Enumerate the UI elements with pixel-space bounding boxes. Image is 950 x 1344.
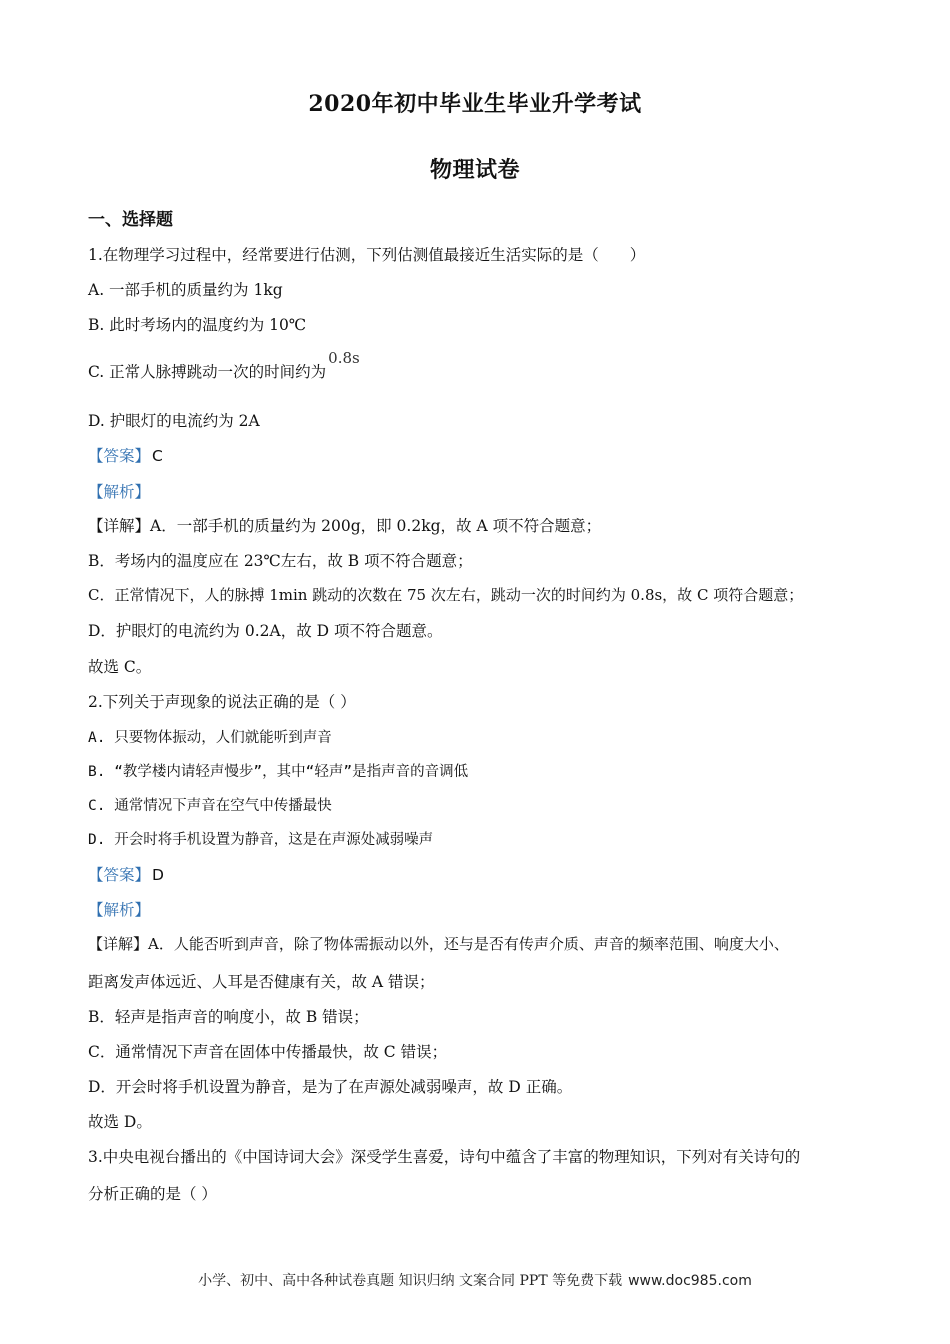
q1-detail-1: 【详解】A．一部手机的质量约为 200g，即 0.2kg，故 A 项不符合题意； <box>88 517 602 535</box>
q2-detail-4: D．开会时将手机设置为静音，是为了在声源处减弱噪声，故 D 正确。 <box>88 1078 573 1096</box>
q2-option-c: C. 通常情况下声音在空气中传播最快 <box>88 798 332 814</box>
exam-subtitle: 物理试卷 <box>429 157 520 183</box>
q1-detail-4: D．护眼灯的电流约为 0.2A，故 D 项不符合题意。 <box>88 622 443 640</box>
q2-option-d: D. 开会时将手机设置为静音，这是在声源处减弱噪声 <box>88 832 434 848</box>
q3-stem-line-2: 分析正确的是（ ） <box>88 1185 217 1203</box>
q1-option-c-text: C. 正常人脉搏跳动一次的时间约为 <box>88 363 327 381</box>
q1-answer <box>88 444 163 466</box>
q1-answer-value: C <box>152 447 163 465</box>
section-title: 一、选择题 <box>88 210 173 230</box>
q2-detail-1b: 距离发声体远近、人耳是否健康有关，故 A 错误； <box>88 973 435 991</box>
q1-option-c <box>88 349 360 382</box>
q2-answer-label: 【答案】 <box>88 866 151 884</box>
q2-detail-2: B．轻声是指声音的响度小，故 B 错误； <box>88 1008 369 1026</box>
q1-detail-2: B．考场内的温度应在 23℃左右，故 B 项不符合题意； <box>88 552 473 570</box>
q1-analysis-label: 【解析】 <box>88 483 151 501</box>
q2-option-a: A. 只要物体振动，人们就能听到声音 <box>88 730 332 746</box>
q1-option-a: A. 一部手机的质量约为 1kg <box>88 281 283 299</box>
footer-text: 小学、初中、高中各种试卷真题 知识归纳 文案合同 PPT 等免费下载 <box>198 1273 623 1289</box>
q1-option-b: B. 此时考场内的温度约为 10℃ <box>88 316 307 334</box>
q2-answer-value: D <box>152 866 164 884</box>
q2-answer <box>88 863 164 885</box>
q3-stem-line-1: 3.中央电视台播出的《中国诗词大会》深受学生喜爱，诗句中蕴含了丰富的物理知识，下列对有关诗句的 <box>88 1148 801 1166</box>
q1-detail-3: C．正常情况下，人的脉搏 1min 跳动的次数在 75 次左右，跳动一次的时间约为 0.8s，故 C 项符合题意； <box>88 586 804 604</box>
q1-stem: 1.在物理学习过程中，经常要进行估测，下列估测值最接近生活实际的是（ ） <box>88 246 646 264</box>
q2-option-b: B. “教学楼内请轻声慢步”，其中“轻声”是指声音的音调低 <box>88 764 469 780</box>
q1-conclusion: 故选 C。 <box>88 658 152 676</box>
q2-analysis-label: 【解析】 <box>88 901 151 919</box>
q1-answer-label: 【答案】 <box>88 447 151 465</box>
footer-url[interactable]: www.doc985.com <box>628 1273 752 1289</box>
exam-title: 2020年初中毕业生毕业升学考试 <box>308 91 642 117</box>
q2-conclusion: 故选 D。 <box>88 1113 152 1131</box>
q2-detail-1: 【详解】A．人能否听到声音，除了物体需振动以外，还与是否有传声介质、声音的频率范围、响度大小、 <box>88 935 789 953</box>
q1-option-d: D. 护眼灯的电流约为 2A <box>88 412 260 430</box>
q2-stem: 2.下列关于声现象的说法正确的是（ ） <box>88 693 356 711</box>
q1-option-c-value: 0.8s <box>328 349 360 367</box>
page-footer <box>0 1270 950 1290</box>
q2-detail-3: C．通常情况下声音在固体中传播最快，故 C 错误； <box>88 1043 448 1061</box>
